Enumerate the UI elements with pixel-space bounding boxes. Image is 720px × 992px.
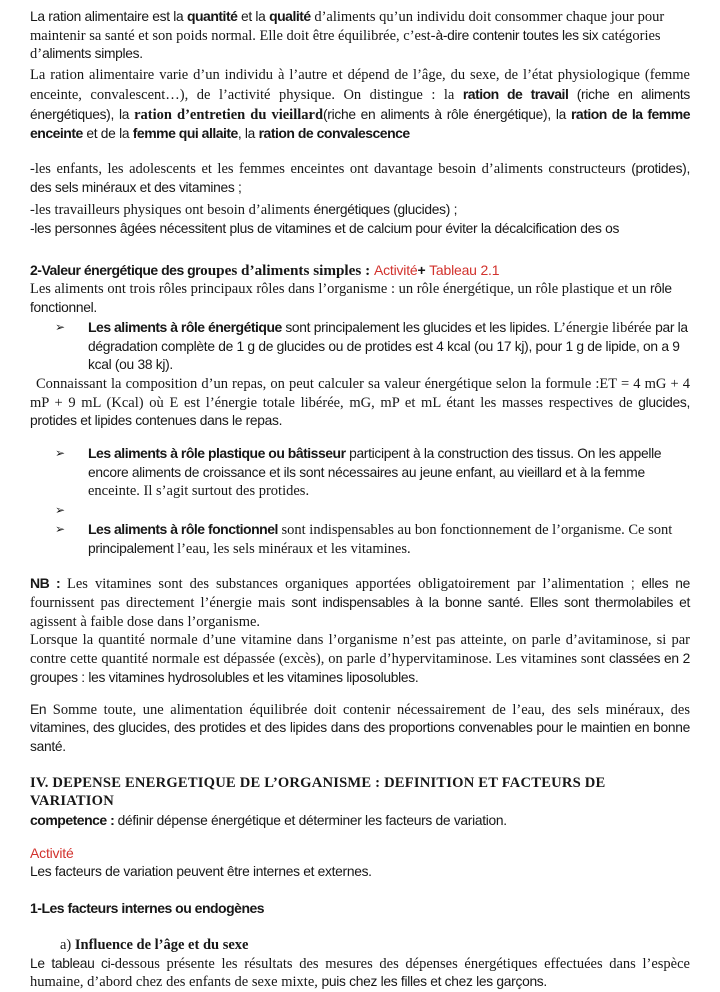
para-somme-toute	[30, 701, 690, 757]
text-run: vitamines, des glucides, des protides et des lipides dans des proportions convenables pour le maintien en bonne santé.	[30, 720, 690, 754]
bullet-arrow-icon: ➢	[55, 503, 66, 518]
text-run: catégories d’	[30, 27, 661, 63]
text-run: principalement	[88, 540, 178, 556]
text-run: (riche en aliments énergétiques), la	[30, 86, 690, 122]
text-run: -les enfants, les adolescents et les femmes enceintes ont davantage besoin d’aliments constructeurs	[30, 160, 632, 177]
heading-influence-age-sexe	[30, 936, 690, 955]
text-run: 2-Valeur énergétique des gr	[30, 261, 201, 278]
text-run: classées en 2 groupes : les vitamines hydrosolubles et les vitamines liposolubles.	[30, 651, 690, 685]
para-roles-aliments	[30, 280, 690, 317]
dash-item-personnes-agees	[30, 220, 690, 239]
text-run: Les vitamines sont des substances organiques apportées obligatoirement par l’alimentation	[67, 576, 631, 593]
text-run: participent à la construction des tissus. On les appelle encore aliments de croissance et ils sont nécessaires au jeune enfant, au vieillard et à la femme	[88, 446, 662, 480]
para-avitaminose	[30, 631, 690, 687]
text-run: agissent à faible dose dans l’organisme.	[30, 613, 261, 630]
text-run: d’aliments qu’un individu doit consommer chaque jour pour maintenir sa santé et son poids normal. Elle doit être équilibrée, c’est-	[30, 9, 665, 44]
text-run: NB :	[30, 575, 68, 592]
text-run: sont indispensables à la bonne santé. Elles sont thermolabiles et	[291, 594, 690, 610]
document-body	[30, 7, 690, 992]
text-run: Somme toute, une alimentation équilibrée doit contenir nécessairement de l’eau, des sels minéraux, des	[52, 701, 690, 718]
heading-depense-energetique	[30, 774, 690, 811]
text-run: Tableau 2.1	[425, 261, 500, 278]
para-ration-variation	[30, 66, 690, 144]
text-run: -les travailleurs physiques ont besoin d’aliments	[30, 202, 314, 219]
para-facteurs-variation	[30, 863, 690, 882]
bullet-text	[88, 520, 690, 558]
para-formule-energetique	[30, 375, 690, 431]
text-run: définir dépense énergétique et déterminer les facteurs de variation.	[117, 813, 507, 829]
text-run: ration d’entretien du vieillard	[134, 106, 324, 123]
text-run: Le tableau ci-	[30, 955, 115, 971]
text-run: , la	[237, 126, 259, 142]
text-run: (protides), des sels minéraux et des vitamines ;	[30, 160, 690, 195]
text-run: Lorsque la quantité normale d’une vitamine dans l’organisme n’est pas atteinte, on parle d’avitaminose, si par contre cette quantité normale est dépassée (excès), on parle d’hypervitaminose. Les vitamines sont	[30, 632, 690, 668]
text-run: ration de travail	[462, 85, 569, 102]
text-run: IV. DEPENSE ENERGETIQUE DE L’ORGANISME : DEFINITION ET FACTEURS DE VARIATION	[30, 774, 606, 810]
para-ration-definition	[30, 7, 690, 64]
text-run: énergétiques (glucides) ;	[313, 202, 458, 218]
text-run: Les aliments à rôle plastique ou bâtisseur	[88, 445, 346, 462]
heading-activite	[30, 844, 690, 864]
text-run: puis chez les filles et chez les garçons.	[321, 974, 547, 990]
bullet-arrow-icon: ➢	[55, 446, 66, 461]
text-run: ; elles ne	[630, 576, 690, 592]
dash-item-enfants	[30, 160, 690, 197]
text-run: ration de la femme enceinte	[30, 105, 690, 142]
text-run: sont indispensables au bon fonctionnement de l’organisme. Ce sont	[277, 521, 673, 538]
text-run: quantité	[186, 8, 238, 24]
bullet-aliments-plastiques	[30, 444, 690, 501]
text-run: La ration alimentaire est la	[30, 9, 187, 24]
text-run: Les aliments ont trois rôles principaux rôles dans l’organisme : un rôle énergétique, un rôle plastique et un	[30, 281, 650, 298]
para-nb-vitamines	[30, 574, 690, 631]
text-run: à-dire contenir toutes les six	[435, 27, 602, 43]
text-run: Activité	[30, 844, 74, 861]
para-competence	[30, 811, 690, 831]
bullet-aliments-energetiques	[30, 318, 690, 375]
text-run: enceinte. Il s’agit surtout des protides.	[88, 483, 310, 500]
text-run: Les aliments à rôle énergétique	[88, 318, 282, 335]
bullet-arrow-icon: ➢	[55, 319, 66, 334]
text-run: Connaissant la composition d’un repas, on peut calculer sa valeur énergétique selon la formule :ET = 4 mG + 4 mP + 9 mL (Kcal) où E est l’énergie totale libérée, mG, mP et mL étant les masses respectives de	[30, 375, 690, 411]
bullet-text	[88, 318, 690, 375]
text-run: Les facteurs de variation peuvent être internes et externes.	[30, 864, 372, 880]
text-run: et de la	[82, 126, 133, 142]
bullet-empty	[30, 501, 690, 520]
text-run: L’énergie libérée	[553, 319, 656, 336]
text-run: competence :	[30, 812, 118, 829]
text-run: Les aliments à rôle fonctionnel	[88, 520, 278, 537]
text-run: aliments simples.	[42, 46, 143, 62]
text-run: sont principalement les glucides et les lipides.	[281, 319, 554, 335]
text-run: -les personnes âgées nécessitent plus de vitamines et de calcium pour éviter la décalcification des os	[30, 221, 620, 237]
text-run: qualité	[269, 8, 311, 24]
text-run: ration de convalescence	[258, 125, 410, 142]
heading-facteurs-internes	[30, 899, 690, 919]
text-run: 1-Les facteurs internes ou endogènes	[30, 900, 265, 917]
text-run: En	[30, 701, 53, 717]
text-run: par la dégradation complète de 1 g de glucides ou de protides est 4 kcal (ou 17 kj), pour 1 g de lipide, on a 9 kcal (ou 38 kj).	[88, 319, 688, 373]
heading-valeur-energetique	[30, 261, 690, 281]
bullet-arrow-icon: ➢	[55, 521, 66, 536]
text-run: a)	[60, 936, 75, 953]
text-run: (riche en aliments à rôle énergétique), la	[323, 106, 571, 122]
dash-item-travailleurs	[30, 201, 690, 220]
text-run: femme qui allaite	[132, 125, 238, 142]
text-run: oupes d’aliments simples :	[200, 261, 374, 279]
text-run: dessous présente les résultats des mesures des dépenses énergétiques effectuées dans l’espèce humaine, d’abord chez des enfants de sexe mixte,	[30, 955, 690, 991]
text-run: glucides, protides et lipides contenues dans le repas.	[30, 394, 690, 429]
text-run: l’eau, les sels minéraux et les vitamines.	[177, 540, 411, 557]
text-run: rôle fonctionnel.	[30, 281, 672, 316]
text-run: La ration alimentaire varie d’un individu à l’autre et dépend de l’âge, du sexe, de l’état physiologique (femme enceinte, convalescent…), de l’activité physique. On distingue : la	[30, 67, 690, 103]
bullet-text	[88, 444, 690, 501]
text-run: et la	[237, 9, 270, 24]
bullet-text	[88, 501, 690, 520]
para-tableau-intro	[30, 955, 690, 992]
text-run: fournissent pas directement l’énergie mais	[30, 594, 292, 611]
bullet-aliments-fonctionnels	[30, 520, 690, 558]
text-run: Influence de l’âge et du sexe	[74, 936, 249, 953]
text-run: +	[417, 261, 426, 278]
text-run: Activité	[373, 261, 418, 278]
